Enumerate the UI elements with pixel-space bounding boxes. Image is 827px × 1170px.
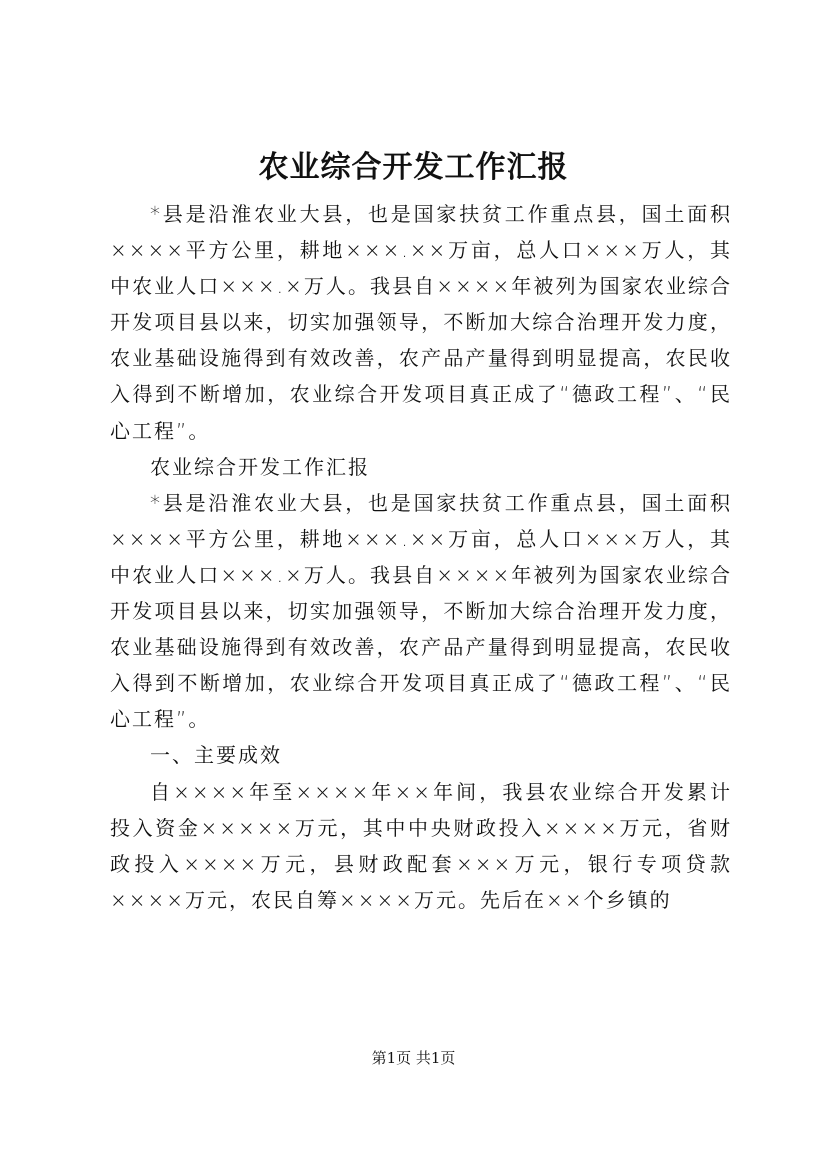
document-body [110, 196, 732, 918]
paragraph-investment: 自××××年至××××年××年间，我县农业综合开发累计投入资金×××××万元，其中中央财政投入××××万元，省财政投入××××万元，县财政配套×××万元，银行专项贷款××××万元，农民自筹××××万元。先后在××个乡镇的 [110, 779, 732, 912]
paragraph-repeated-title: 农业综合开发工作汇报 [150, 454, 370, 479]
page-footer: 第1页 共1页 [371, 1049, 456, 1067]
section-heading-main-results: 一、主要成效 [150, 743, 282, 768]
paragraph-intro-repeat: *县是沿淮农业大县，也是国家扶贫工作重点县，国土面积××××平方公里，耕地×××.××万亩，总人口×××万人，其中农业人口×××.×万人。我县自××××年被列为国家农业综合开发项目县以来，切实加强领导，不断加大综合治理开发力度，农业基础设施得到有效改善，农产品产量得到明显提高，农民收入得到不断增加，农业综合开发项目真正成了“德政工程”、“民心工程”。 [110, 490, 732, 732]
paragraph-intro: *县是沿淮农业大县，也是国家扶贫工作重点县，国土面积××××平方公里，耕地×××.××万亩，总人口×××万人，其中农业人口×××.×万人。我县自××××年被列为国家农业综合开发项目县以来，切实加强领导，不断加大综合治理开发力度，农业基础设施得到有效改善，农产品产量得到明显提高，农民收入得到不断增加，农业综合开发项目真正成了“德政工程”、“民心工程”。 [110, 202, 732, 443]
document-title: 农业综合开发工作汇报 [258, 150, 569, 185]
